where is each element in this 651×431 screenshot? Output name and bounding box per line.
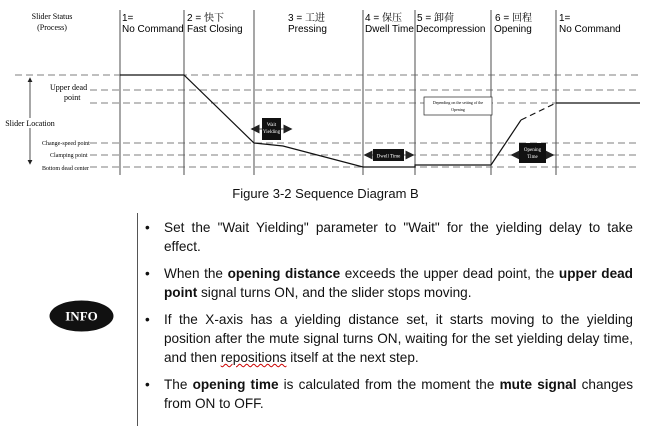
notes-divider xyxy=(137,213,138,426)
info-icon-text: INFO xyxy=(65,308,98,324)
note-3-text-b: itself at the next step. xyxy=(286,350,419,365)
note-3-text: If the X-axis has a yielding distance set, it starts moving to the yielding position after the mute signal turns ON, waiting for the set yielding delay time, and then xyxy=(164,312,633,365)
opening-time-label-2: Time xyxy=(527,155,538,160)
clamping-point-label: Clamping point xyxy=(50,153,88,159)
upper-dead-point-label: Upper dead xyxy=(50,83,88,92)
info-notes xyxy=(145,218,633,421)
reference-lines xyxy=(15,75,640,167)
bullet: • xyxy=(145,266,150,281)
bottom-dead-center-label: Bottom dead center xyxy=(42,166,89,172)
figure-caption: Figure 3-2 Sequence Diagram B xyxy=(232,186,419,201)
stage-7-number: 1= xyxy=(559,13,571,24)
stage-headers xyxy=(122,11,621,35)
stage-3-name: Pressing xyxy=(288,24,327,35)
sequence-diagram xyxy=(0,0,651,190)
bullet: • xyxy=(145,377,150,392)
slider-location-label: Slider Location xyxy=(5,119,55,128)
status-subtitle: (Process) xyxy=(37,23,67,32)
note-2-bold-upper-dead-point: upper dead point xyxy=(164,266,633,300)
note-4-bold-mute-signal: mute signal xyxy=(499,377,577,392)
note-4-text-c: changes from ON to OFF. xyxy=(164,377,634,411)
stage-2-number: 2 = 快下 xyxy=(187,13,224,24)
note-4-text: The xyxy=(164,377,193,392)
note-3-repositions: repositions xyxy=(220,350,287,365)
note-4-bold-opening-time: opening time xyxy=(192,377,279,392)
note-1-text: Set the "Wait Yielding" parameter to "Wait" for the yielding delay to take effect. xyxy=(164,220,633,254)
change-speed-point-label: Change-speed point xyxy=(42,141,90,147)
stage-6-name: Opening xyxy=(494,24,532,35)
stage-2-name: Fast Closing xyxy=(187,24,243,35)
opening-time-marker xyxy=(512,143,553,163)
note-2-bold-opening-distance: opening distance xyxy=(227,266,341,281)
note-item xyxy=(145,218,633,256)
info-icon xyxy=(48,299,115,333)
note-item xyxy=(145,375,633,413)
stage-6-number: 6 = 回程 xyxy=(495,13,532,24)
note-2-text-c: signal turns ON, and the slider stops moving. xyxy=(197,285,472,300)
note-2-text-b: exceeds the upper dead point, the xyxy=(340,266,559,281)
note-2-text: When the xyxy=(164,266,228,281)
opening-setting-note xyxy=(424,97,492,115)
upper-dead-point-label-2: point xyxy=(64,93,81,102)
stage-5-number: 5 = 卸荷 xyxy=(417,13,454,24)
note-4-text-b: is calculated from the moment the xyxy=(278,377,500,392)
stage-separators xyxy=(120,10,556,175)
opening-setting-note-line-2: Opening xyxy=(451,107,465,112)
dwell-time-marker xyxy=(365,149,413,161)
dwell-time-label: Dwell Time xyxy=(376,154,401,160)
opening-setting-note-line-1: Depending on the setting of the xyxy=(432,100,484,105)
opening-time-label: Opening xyxy=(523,148,542,153)
stage-7-name: No Command xyxy=(559,24,621,35)
slider-location-axis xyxy=(5,78,55,164)
stage-4-name: Dwell Time xyxy=(365,24,414,35)
status-title: Slider Status xyxy=(31,12,73,21)
stage-3-number: 3 = 工进 xyxy=(288,13,325,24)
bullet: • xyxy=(145,312,150,327)
stage-5-name: Decompression xyxy=(416,24,486,35)
stage-4-number: 4 = 保压 xyxy=(365,13,402,24)
note-item xyxy=(145,264,633,302)
bullet: • xyxy=(145,220,150,235)
wait-yielding-marker xyxy=(252,118,291,140)
wait-yielding-label-2: Yielding xyxy=(262,130,281,135)
wait-yielding-label: Wait xyxy=(266,123,277,128)
note-item xyxy=(145,310,633,367)
stage-1-name: No Command xyxy=(122,24,184,35)
stage-1-number: 1= xyxy=(122,13,134,24)
